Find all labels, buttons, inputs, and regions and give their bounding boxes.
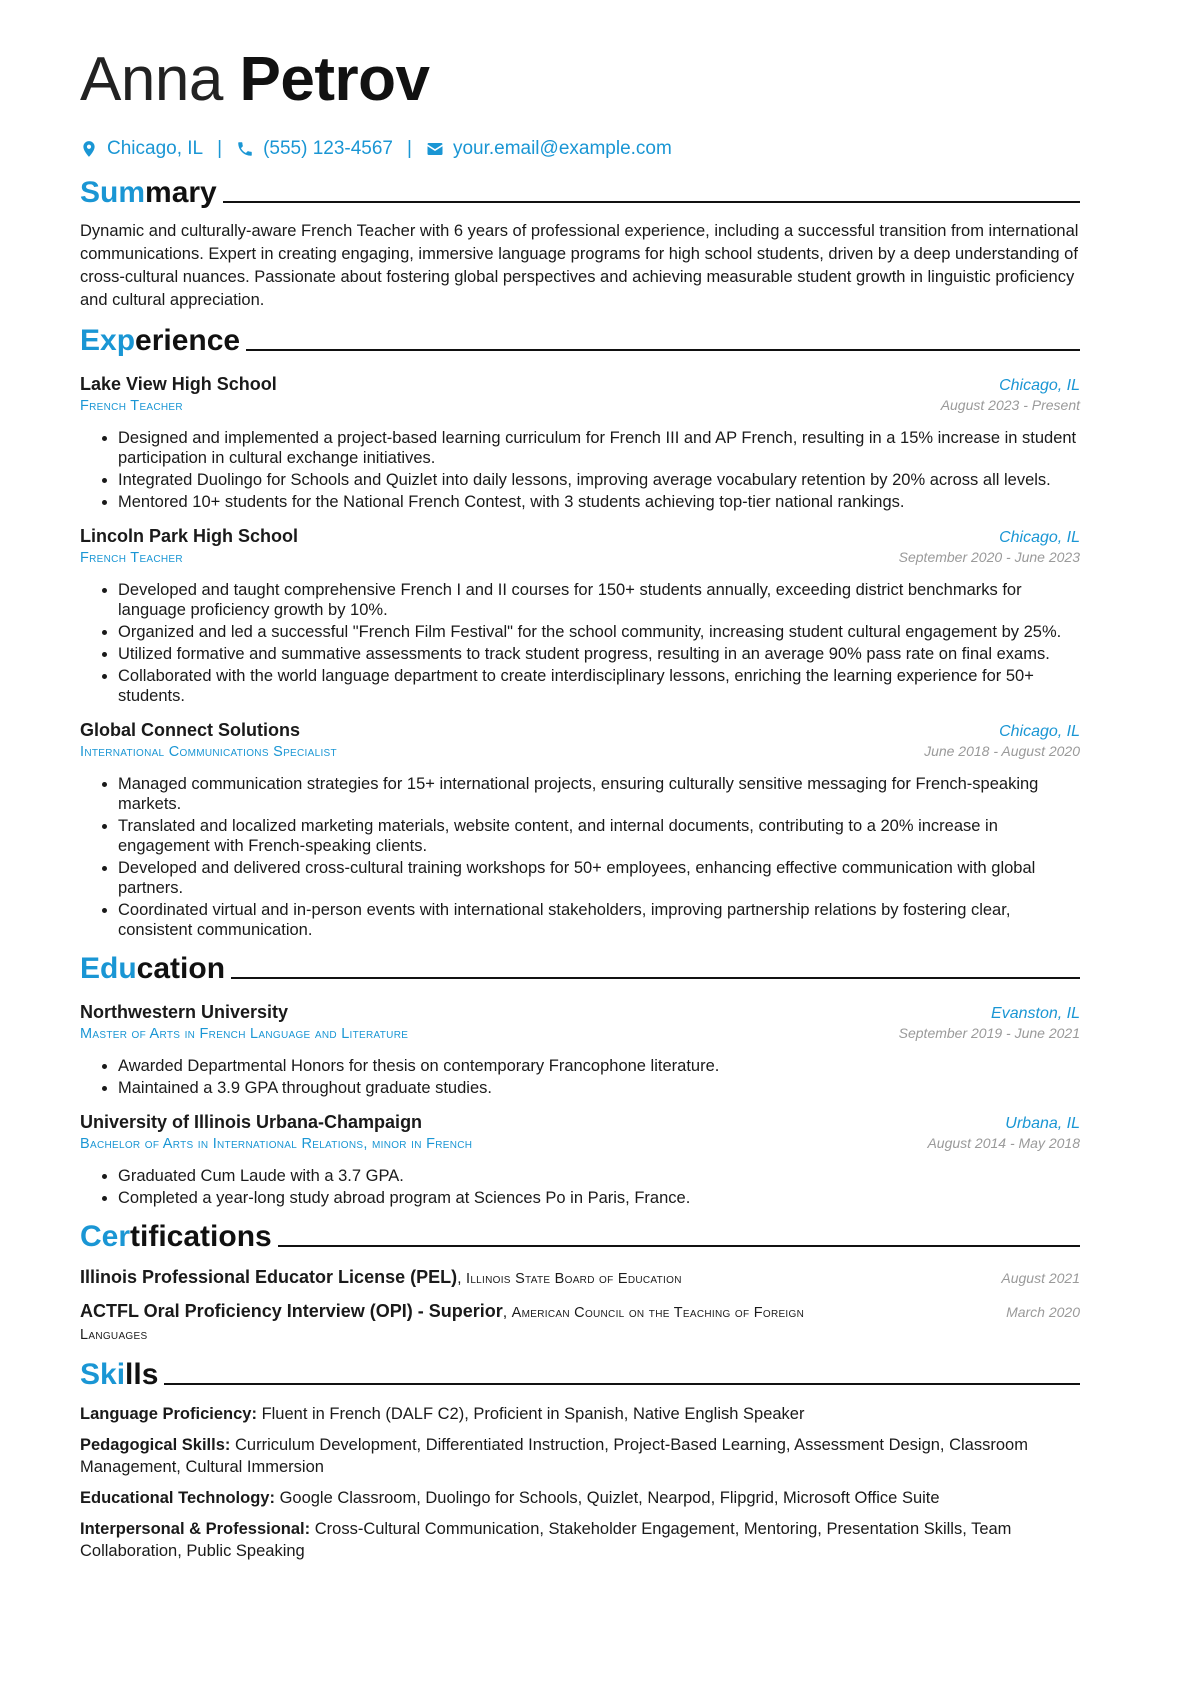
date-range: June 2018 - August 2020 — [924, 743, 1080, 759]
skill-line — [80, 1487, 1080, 1509]
certification-issuer: Illinois State Board of Education — [465, 1271, 682, 1287]
section-divider — [246, 349, 1080, 351]
date-range: August 2023 - Present — [940, 397, 1080, 413]
list-item: • Developed and taught comprehensive French I and II courses for 150+ students annually, exceeding district benchmarks for language proficiency growth by 10%. — [118, 580, 1080, 620]
skill-label: Interpersonal & Professional: — [80, 1520, 311, 1538]
envelope-icon — [426, 140, 444, 158]
section-title: Experience — [80, 324, 241, 357]
contact-separator: | — [217, 138, 223, 159]
location: Chicago, IL — [999, 377, 1080, 394]
skill-line — [80, 1518, 1080, 1562]
section-divider — [278, 1245, 1080, 1247]
list-item: • Coordinated virtual and in-person events with international stakeholders, improving partnership relations by fostering clear, consistent communication. — [118, 900, 1080, 940]
list-item: • Translated and localized marketing materials, website content, and internal documents, contributing to a 20% increase in engagement with French-speaking clients. — [118, 816, 1080, 856]
location: Urbana, IL — [1005, 1115, 1080, 1132]
organization: Lincoln Park High School — [80, 526, 299, 546]
contact-separator: | — [407, 138, 412, 159]
list-item: • Developed and delivered cross-cultural training workshops for 50+ employees, enhancing effective communication with global partners. — [118, 858, 1080, 898]
last-name: Petrov — [239, 45, 430, 114]
bullet-list — [80, 580, 1080, 706]
date-range: August 2014 - May 2018 — [927, 1135, 1080, 1151]
phone-text: (555) 123-4567 — [263, 138, 393, 159]
list-item: • Utilized formative and summative assessments to track student progress, resulting in an average 90% pass rate on final exams. — [118, 644, 1080, 664]
bullet-list — [80, 1166, 1080, 1208]
section-title: Summary — [80, 176, 217, 209]
section-title: Certifications — [80, 1220, 272, 1253]
skill-value: Cross-Cultural Communication, Stakeholder Engagement, Mentoring, Presentation Skills, Team Collaboration, Public Speaking — [80, 1520, 1012, 1560]
certification-name: Illinois Professional Educator License (PEL) — [80, 1267, 458, 1287]
contact-phone[interactable] — [236, 138, 393, 160]
phone-icon — [236, 140, 254, 158]
skill-line — [80, 1403, 1080, 1425]
organization: Global Connect Solutions — [80, 720, 300, 740]
list-item: • Collaborated with the world language department to create interdisciplinary lessons, enriching the learning experience for 50+ students. — [118, 666, 1080, 706]
location: Evanston, IL — [991, 1005, 1080, 1022]
date-range: September 2020 - June 2023 — [898, 549, 1080, 565]
institution: University of Illinois Urbana-Champaign — [80, 1112, 423, 1132]
list-item: • Completed a year-long study abroad program at Sciences Po in Paris, France. — [118, 1188, 1080, 1208]
degree: Bachelor of Arts in International Relations, minor in French — [80, 1136, 473, 1152]
section-education-header — [80, 950, 1080, 988]
email-link: your.email@example.com — [452, 138, 672, 159]
skill-label: Educational Technology: — [80, 1489, 275, 1507]
section-title: Skills — [80, 1358, 159, 1391]
list-item: • Organized and led a successful "French Film Festival" for the school community, increasing student cultural engagement by 25%. — [118, 622, 1080, 642]
experience-entry — [80, 372, 1080, 512]
certification-date: August 2021 — [1001, 1270, 1080, 1286]
job-title: French Teacher — [80, 550, 183, 566]
list-item: • Maintained a 3.9 GPA throughout graduate studies. — [118, 1078, 1080, 1098]
first-name: Anna — [80, 45, 223, 114]
map-pin-icon — [80, 140, 98, 158]
education-entry — [80, 1110, 1080, 1208]
education-entry — [80, 1000, 1080, 1098]
skill-value: Fluent in French (DALF C2), Proficient in Spanish, Native English Speaker — [261, 1405, 805, 1423]
section-divider — [231, 977, 1080, 979]
list-item: • Designed and implemented a project-based learning curriculum for French III and AP French, resulting in a 15% increase in student participation in cultural exchange initiatives. — [118, 428, 1080, 468]
section-summary-header — [80, 174, 1080, 212]
location: Chicago, IL — [999, 529, 1080, 546]
date-range: September 2019 - June 2021 — [898, 1025, 1080, 1041]
job-title: French Teacher — [80, 398, 183, 414]
experience-entry — [80, 718, 1080, 940]
section-certifications-header — [80, 1218, 1080, 1256]
section-skills-header — [80, 1356, 1080, 1394]
organization: Lake View High School — [80, 374, 277, 394]
contact-location — [80, 138, 203, 160]
certification-date: March 2020 — [1006, 1304, 1080, 1320]
skill-value: Curriculum Development, Differentiated Instruction, Project-Based Learning, Assessment Design, Classroom Management, Cultural Immersion — [80, 1436, 1028, 1476]
section-experience-header — [80, 322, 1080, 360]
skill-label: Pedagogical Skills: — [80, 1436, 231, 1454]
institution: Northwestern University — [80, 1002, 289, 1022]
summary-text: Dynamic and culturally-aware French Teacher with 6 years of professional experience, including a successful transition from international communications. Expert in creating engaging, immersive language programs for high school students, driven by a deep understanding of cross-cultural nuances. Passionate about fostering global perspectives and achieving measurable student growth in linguistic proficiency and cultural appreciation. — [80, 222, 1079, 309]
job-title: International Communications Specialist — [80, 744, 337, 760]
list-item: • Awarded Departmental Honors for thesis on contemporary Francophone literature. — [118, 1056, 1080, 1076]
skill-value: Google Classroom, Duolingo for Schools, Quizlet, Nearpod, Flipgrid, Microsoft Office Suite — [279, 1489, 940, 1507]
skill-line — [80, 1434, 1080, 1478]
contact-bar — [80, 134, 1080, 164]
bullet-list — [80, 774, 1080, 940]
bullet-list — [80, 1056, 1080, 1098]
list-item: • Managed communication strategies for 15+ international projects, ensuring culturally sensitive messaging for French-speaking markets. — [118, 774, 1080, 814]
certification-name: ACTFL Oral Proficiency Interview (OPI) - Superior — [80, 1301, 503, 1321]
certification-issuer: American Council on the Teaching of Foreign Languages — [80, 1305, 805, 1343]
location: Chicago, IL — [999, 723, 1080, 740]
bullet-list — [80, 428, 1080, 512]
location-text: Chicago, IL — [107, 138, 204, 159]
list-item: • Mentored 10+ students for the National French Contest, with 3 students achieving top-tier national rankings. — [118, 492, 1080, 512]
section-title: Education — [80, 952, 226, 985]
list-item: • Integrated Duolingo for Schools and Quizlet into daily lessons, improving average vocabulary retention by 20% across all levels. — [118, 470, 1080, 490]
certification-item: Illinois Professional Educator License (PEL), Illinois State Board of Education August 2021 — [80, 1267, 1080, 1287]
section-divider — [223, 201, 1080, 203]
degree: Master of Arts in French Language and Literature — [80, 1026, 409, 1042]
certification-item: ACTFL Oral Proficiency Interview (OPI) - Superior, American Council on the Teaching of Foreign Languages March 2020 — [80, 1301, 1080, 1343]
contact-email[interactable] — [426, 138, 672, 160]
skill-label: Language Proficiency: — [80, 1405, 257, 1423]
experience-entry — [80, 524, 1080, 706]
list-item: • Graduated Cum Laude with a 3.7 GPA. — [118, 1166, 1080, 1186]
section-divider — [164, 1383, 1080, 1385]
candidate-name — [80, 40, 1080, 120]
